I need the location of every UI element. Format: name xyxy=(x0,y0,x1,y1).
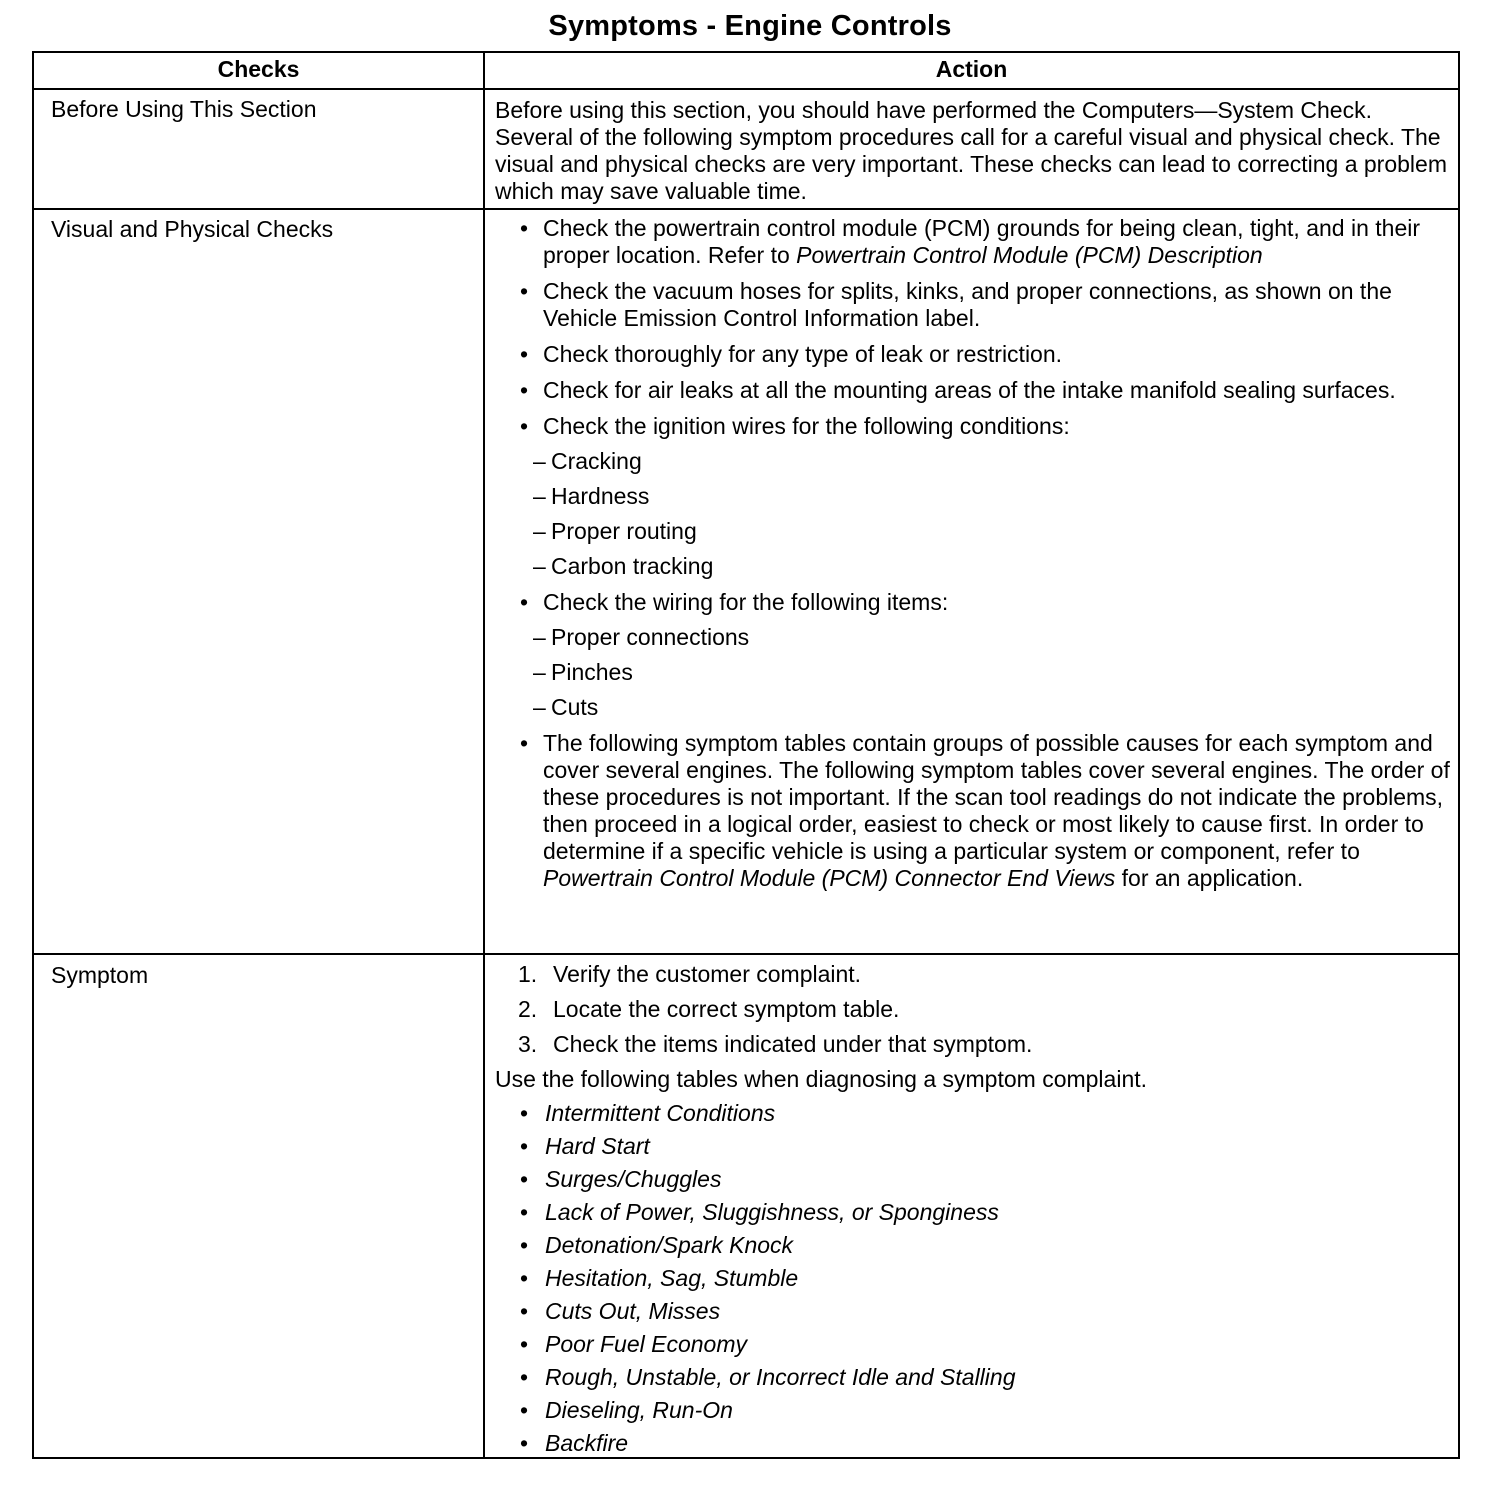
list-item: • Check thoroughly for any type of leak or restriction. xyxy=(495,341,1455,368)
action-symptom xyxy=(495,961,1455,1460)
list-item: • Check the vacuum hoses for splits, kinks, and proper connections, as shown on the Vehicle Emission Control Information label. xyxy=(495,278,1455,332)
symptom-table-link: • Poor Fuel Economy xyxy=(495,1328,1455,1361)
list-item: • The following symptom tables contain groups of possible causes for each symptom and cover several engines. The following symptom tables cover several engines. The order of these procedures is not important. If the scan tool readings do not indicate the problems, then proceed in a logical order, easiest to check or most likely to cause first. In order to determine if a specific vehicle is using a particular system or component, refer to Powertrain Control Module (PCM) Connector End Views for an application. xyxy=(495,730,1455,892)
list-item: • Check for air leaks at all the mounting areas of the intake manifold sealing surfaces. xyxy=(495,377,1455,404)
check-symptom: Symptom xyxy=(51,962,149,988)
check-visual-physical: Visual and Physical Checks xyxy=(51,216,334,242)
action-visual-physical xyxy=(495,215,1455,901)
symptom-table-link: • Lack of Power, Sluggishness, or Sponginess xyxy=(495,1196,1455,1229)
sub-item: – Pinches xyxy=(519,659,1455,686)
steps-list xyxy=(495,961,1455,1058)
symptom-table-link: • Hard Start xyxy=(495,1130,1455,1163)
check-list xyxy=(495,215,1455,892)
tables-intro: Use the following tables when diagnosing a symptom complaint. xyxy=(495,1066,1148,1092)
reference-link: Powertrain Control Module (PCM) Connector End Views xyxy=(543,865,1116,891)
row-divider xyxy=(34,953,1458,955)
column-divider xyxy=(483,53,485,1457)
symptom-table-link: • Detonation/Spark Knock xyxy=(495,1229,1455,1262)
symptom-table-link: • Cuts Out, Misses xyxy=(495,1295,1455,1328)
paragraph: Before using this section, you should have performed the Computers—System Check. Several of the following symptom procedures call for a careful visual and physical check. The visual and physical checks are very important. These checks can lead to correcting a problem which may save valuable time. xyxy=(495,97,1447,204)
header-action: Action xyxy=(935,56,1008,82)
symptom-table-link: • Backfire xyxy=(495,1427,1455,1460)
sub-item: – Proper connections xyxy=(519,624,1455,651)
row-divider xyxy=(34,208,1458,210)
step-item: 1. Verify the customer complaint. xyxy=(518,961,862,987)
page-title: Symptoms - Engine Controls xyxy=(548,10,952,42)
symptom-table-link: • Hesitation, Sag, Stumble xyxy=(495,1262,1455,1295)
sub-list xyxy=(543,624,1455,721)
list-item: • Check the powertrain control module (PCM) grounds for being clean, tight, and in their proper location. Refer to Powertrain Control Module (PCM) Description xyxy=(495,215,1455,269)
symptom-tables-list xyxy=(495,1097,1455,1460)
header-checks: Checks xyxy=(217,56,300,82)
sub-item: – Hardness xyxy=(519,483,1455,510)
sub-item: – Proper routing xyxy=(519,518,1455,545)
symptoms-table xyxy=(32,51,1460,1459)
step-item: 2. Locate the correct symptom table. xyxy=(518,996,900,1022)
check-before-using: Before Using This Section xyxy=(51,96,317,122)
step-item: 3. Check the items indicated under that symptom. xyxy=(518,1031,1033,1057)
symptom-table-link: • Dieseling, Run-On xyxy=(495,1394,1455,1427)
sub-list xyxy=(543,448,1455,580)
list-item: • Check the wiring for the following items: – Proper connections – Pinches – Cuts xyxy=(495,589,1455,721)
symptom-table-link: • Surges/Chuggles xyxy=(495,1163,1455,1196)
sub-item: – Cuts xyxy=(519,694,1455,721)
symptom-table-link: • Rough, Unstable, or Incorrect Idle and Stalling xyxy=(495,1361,1455,1394)
symptom-table-link: • Intermittent Conditions xyxy=(495,1097,1455,1130)
list-item: • Check the ignition wires for the following conditions: – Cracking – Hardness – Proper routing – Carbon tracking xyxy=(495,413,1455,580)
sub-item: – Carbon tracking xyxy=(519,553,1455,580)
sub-item: – Cracking xyxy=(519,448,1455,475)
action-before-using xyxy=(495,97,1455,205)
reference-link: Powertrain Control Module (PCM) Description xyxy=(796,242,1263,268)
header-divider xyxy=(34,88,1458,90)
